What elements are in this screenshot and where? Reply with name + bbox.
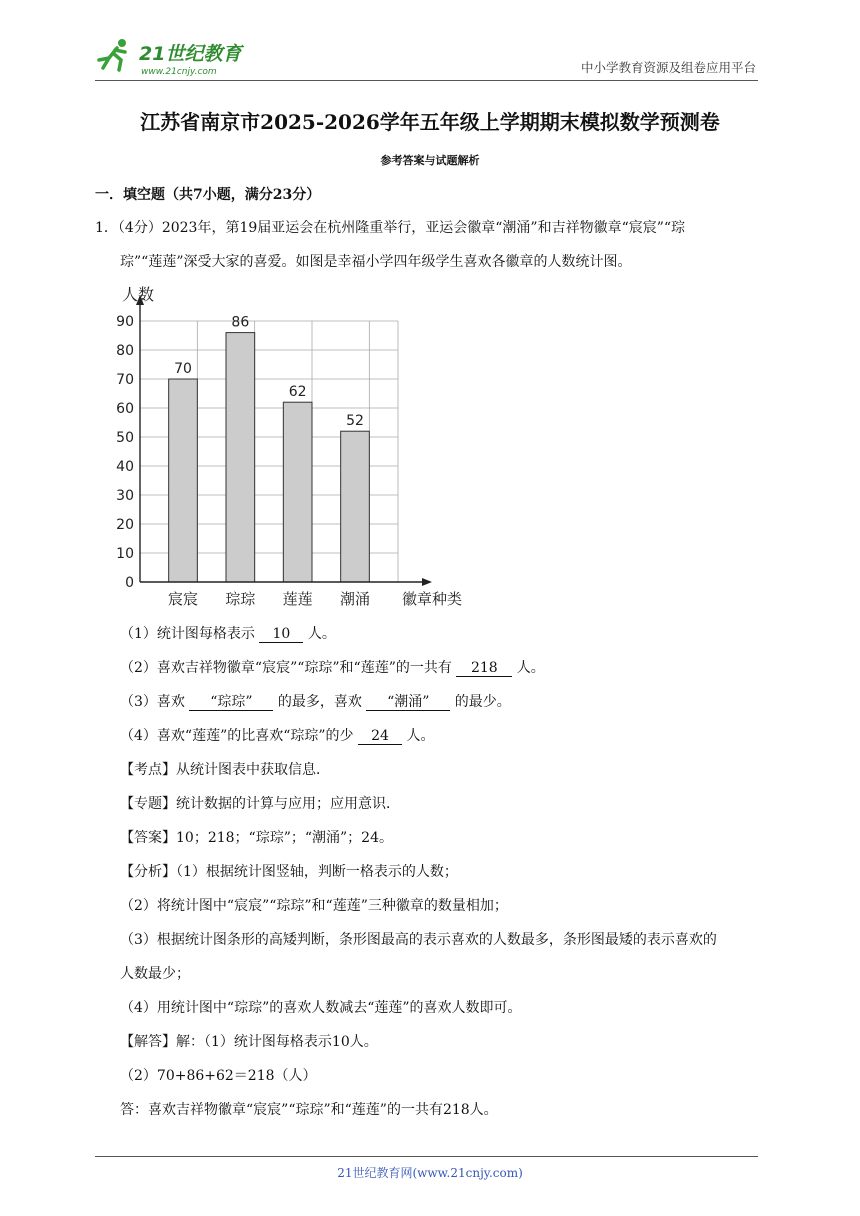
bar — [169, 379, 198, 582]
bar — [341, 431, 370, 582]
solution-2: （2）70+86+62＝218（人） — [120, 1068, 317, 1084]
sub2-answer: 218 — [456, 660, 512, 677]
y-tick-label: 50 — [116, 430, 134, 446]
footer-divider — [95, 1156, 758, 1157]
y-tick-label: 90 — [116, 314, 134, 330]
analysis-1: 【分析】（1）根据统计图竖轴，判断一格表示的人数； — [120, 864, 458, 880]
analysis-3b: 人数最少； — [120, 966, 190, 982]
logo-main-text: 21世纪教育 — [139, 43, 242, 65]
sub3-answer-least: “潮涌” — [366, 694, 450, 711]
bar-value-label: 52 — [346, 413, 364, 430]
y-tick-label: 80 — [116, 343, 134, 359]
page-title: 江苏省南京市2025-2026学年五年级上学期期末模拟数学预测卷 — [140, 110, 720, 134]
sub1-unit: 人。 — [307, 626, 336, 642]
sub3-answer-most: “琮琮” — [189, 694, 273, 711]
sub-question-2 — [120, 658, 545, 678]
site-logo — [95, 36, 265, 78]
y-tick-label: 70 — [116, 372, 134, 388]
bar-value-label: 86 — [231, 314, 250, 331]
analysis-2: （2）将统计图中“宸宸”“琮琮”和“莲莲”三种徽章的数量相加； — [120, 898, 508, 914]
y-tick-label: 60 — [116, 401, 134, 417]
x-tick-label: 潮涌 — [339, 590, 371, 608]
bar-value-label: 62 — [288, 384, 307, 401]
bar — [283, 402, 312, 582]
runner-icon — [99, 39, 126, 70]
sub-question-3 — [120, 692, 511, 712]
chart-bars — [169, 333, 370, 582]
answer-text: 【答案】10；218；“琮琮”；“潮涌”；24。 — [120, 830, 393, 846]
y-tick-label: 0 — [125, 575, 134, 591]
zhuanti-text: 【专题】统计数据的计算与应用；应用意识． — [120, 796, 400, 812]
solution-3: 答：喜欢吉祥物徽章“宸宸”“琮琮”和“莲莲”的一共有218人。 — [120, 1102, 498, 1118]
y-axis-title: 人数 — [122, 285, 155, 304]
section-heading: 一．填空题（共7小题，满分23分） — [95, 187, 321, 203]
sub-question-4 — [120, 726, 434, 746]
bar-chart — [110, 282, 490, 612]
bar-value-label: 70 — [174, 361, 192, 377]
question-1-line-2: 琮”“莲莲”深受大家的喜爱。如图是幸福小学四年级学生喜欢各徽章的人数统计图。 — [120, 254, 632, 270]
sub2-text: （2）喜欢吉祥物徽章“宸宸”“琮琮”和“莲莲”的一共有 — [120, 660, 452, 676]
sub4-text: （4）喜欢“莲莲”的比喜欢“琮琮”的少 — [120, 728, 354, 744]
sub-question-1 — [120, 624, 336, 644]
header-platform-text: 中小学教育资源及组卷应用平台 — [580, 60, 756, 75]
x-axis-title: 徽章种类 — [402, 590, 463, 608]
bar — [226, 333, 255, 582]
y-tick-label: 40 — [116, 459, 134, 475]
footer-text: 21世纪教育网(www.21cnjy.com) — [337, 1166, 523, 1180]
sub4-unit: 人。 — [406, 728, 435, 744]
question-1-line-1: 1．（4分）2023年，第19届亚运会在杭州隆重举行，亚运会徽章“潮涌”和吉祥物徽章“宸宸”“琮 — [95, 220, 686, 236]
y-tick-label: 30 — [116, 488, 134, 504]
x-tick-label: 琮琮 — [225, 590, 256, 608]
x-tick-label: 莲莲 — [282, 590, 313, 608]
logo-sub-text: www.21cnjy.com — [141, 67, 217, 77]
sub3-end-text: 的最少。 — [454, 694, 511, 710]
sub1-answer: 10 — [259, 626, 303, 643]
analysis-4: （4）用统计图中“琮琮”的喜欢人数减去“莲莲”的喜欢人数即可。 — [120, 1000, 522, 1016]
kaodian-text: 【考点】从统计图表中获取信息． — [120, 762, 330, 778]
sub3-mid-text: 的最多，喜欢 — [277, 694, 362, 710]
page-subtitle: 参考答案与试题解析 — [380, 154, 480, 167]
x-axis-arrow — [422, 578, 432, 586]
sub2-unit: 人。 — [516, 660, 545, 676]
solution-1: 【解答】解：（1）统计图每格表示10人。 — [120, 1034, 378, 1050]
header-divider — [95, 80, 758, 81]
x-tick-label: 宸宸 — [167, 590, 199, 608]
analysis-3a: （3）根据统计图条形的高矮判断，条形图最高的表示喜欢的人数最多，条形图最矮的表示喜欢的 — [120, 932, 717, 948]
y-tick-label: 20 — [116, 517, 134, 533]
sub3-text: （3）喜欢 — [120, 694, 185, 710]
y-tick-label: 10 — [116, 546, 134, 562]
sub4-answer: 24 — [358, 728, 402, 745]
sub1-text: （1）统计图每格表示 — [120, 626, 255, 642]
